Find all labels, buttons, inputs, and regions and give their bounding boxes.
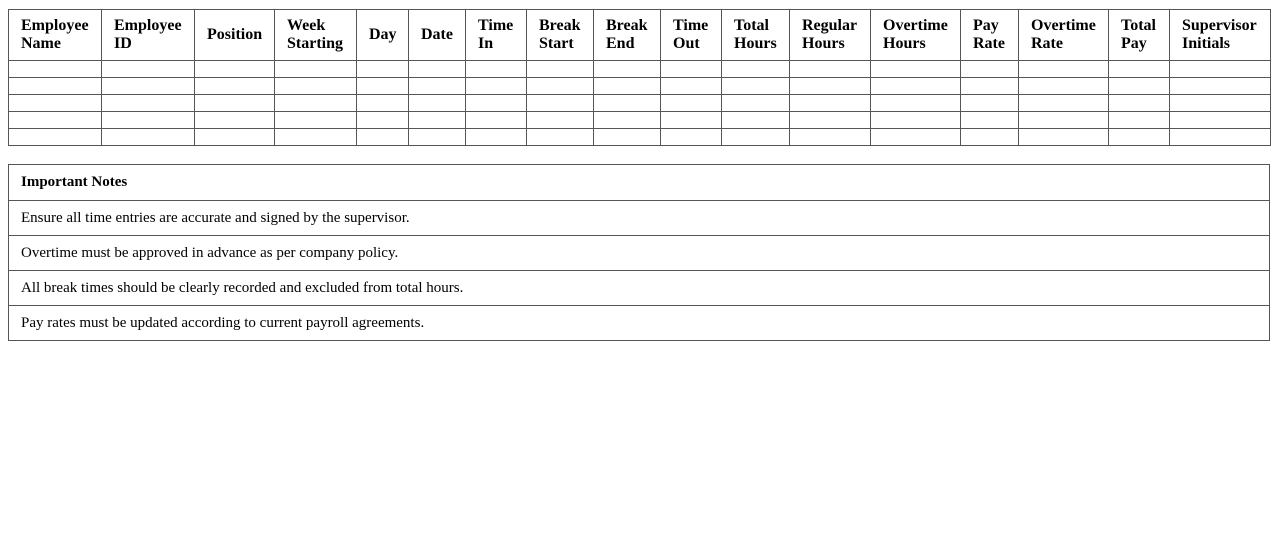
table-cell[interactable] [275,129,357,146]
column-header-day: Day [357,10,409,61]
table-row [9,129,1271,146]
table-cell[interactable] [527,112,594,129]
table-cell[interactable] [1109,78,1170,95]
table-cell[interactable] [594,78,661,95]
table-row [9,95,1271,112]
table-cell[interactable] [661,112,722,129]
header-row [9,10,1271,61]
table-cell[interactable] [357,61,409,78]
table-cell[interactable] [961,95,1019,112]
table-cell[interactable] [790,112,871,129]
table-cell[interactable] [790,95,871,112]
table-cell[interactable] [1170,78,1271,95]
table-cell[interactable] [1109,61,1170,78]
table-cell[interactable] [195,95,275,112]
table-cell[interactable] [1170,61,1271,78]
column-header-total-pay: Total Pay [1109,10,1170,61]
table-cell[interactable] [195,129,275,146]
table-cell[interactable] [1170,129,1271,146]
table-cell[interactable] [1109,95,1170,112]
note-item: Overtime must be approved in advance as per company policy. [9,235,1269,270]
table-cell[interactable] [409,78,466,95]
table-cell[interactable] [722,78,790,95]
table-cell[interactable] [195,78,275,95]
table-cell[interactable] [9,78,102,95]
table-row [9,112,1271,129]
table-cell[interactable] [527,61,594,78]
table-cell[interactable] [409,95,466,112]
table-cell[interactable] [357,78,409,95]
column-header-regular-hours: Regular Hours [790,10,871,61]
table-cell[interactable] [102,95,195,112]
column-header-employee-name: Employee Name [9,10,102,61]
table-cell[interactable] [661,129,722,146]
table-cell[interactable] [275,95,357,112]
table-cell[interactable] [1019,95,1109,112]
column-header-break-end: Break End [594,10,661,61]
table-cell[interactable] [594,61,661,78]
column-header-week-starting: Week Starting [275,10,357,61]
table-row [9,78,1271,95]
table-cell[interactable] [722,112,790,129]
table-cell[interactable] [466,112,527,129]
table-cell[interactable] [722,95,790,112]
table-cell[interactable] [871,129,961,146]
column-header-position: Position [195,10,275,61]
table-cell[interactable] [357,112,409,129]
table-cell[interactable] [102,129,195,146]
table-cell[interactable] [527,129,594,146]
table-cell[interactable] [661,95,722,112]
table-cell[interactable] [9,61,102,78]
note-item: All break times should be clearly recorded and excluded from total hours. [9,270,1269,305]
table-cell[interactable] [722,61,790,78]
table-cell[interactable] [594,95,661,112]
table-cell[interactable] [195,61,275,78]
note-item: Pay rates must be updated according to current payroll agreements. [9,305,1269,340]
table-cell[interactable] [722,129,790,146]
table-cell[interactable] [9,95,102,112]
table-cell[interactable] [409,61,466,78]
table-cell[interactable] [9,129,102,146]
table-cell[interactable] [871,78,961,95]
column-header-overtime-hours: Overtime Hours [871,10,961,61]
table-cell[interactable] [9,112,102,129]
column-header-total-hours: Total Hours [722,10,790,61]
timesheet-table [8,9,1271,146]
table-cell[interactable] [961,78,1019,95]
table-cell[interactable] [871,61,961,78]
table-cell[interactable] [1170,95,1271,112]
table-cell[interactable] [275,61,357,78]
table-cell[interactable] [275,78,357,95]
table-cell[interactable] [1019,61,1109,78]
table-cell[interactable] [1109,112,1170,129]
column-header-date: Date [409,10,466,61]
timesheet-body [9,61,1271,146]
table-cell[interactable] [1019,78,1109,95]
important-notes-box [8,164,1270,341]
table-cell[interactable] [357,95,409,112]
table-cell[interactable] [357,129,409,146]
column-header-supervisor-initials: Supervisor Initials [1170,10,1271,61]
table-cell[interactable] [102,78,195,95]
table-cell[interactable] [790,78,871,95]
table-cell[interactable] [275,112,357,129]
table-cell[interactable] [661,78,722,95]
table-cell[interactable] [466,95,527,112]
table-cell[interactable] [102,112,195,129]
table-cell[interactable] [466,78,527,95]
table-cell[interactable] [527,95,594,112]
table-cell[interactable] [790,129,871,146]
timesheet-header [9,10,1271,61]
table-cell[interactable] [466,61,527,78]
table-cell[interactable] [1109,129,1170,146]
table-cell[interactable] [594,112,661,129]
column-header-overtime-rate: Overtime Rate [1019,10,1109,61]
column-header-time-out: Time Out [661,10,722,61]
table-cell[interactable] [527,78,594,95]
table-cell[interactable] [961,112,1019,129]
table-cell[interactable] [409,129,466,146]
table-cell[interactable] [409,112,466,129]
table-cell[interactable] [961,129,1019,146]
table-cell[interactable] [466,129,527,146]
table-cell[interactable] [661,61,722,78]
column-header-pay-rate: Pay Rate [961,10,1019,61]
table-cell[interactable] [195,112,275,129]
table-cell[interactable] [1170,112,1271,129]
table-cell[interactable] [102,61,195,78]
column-header-break-start: Break Start [527,10,594,61]
table-cell[interactable] [871,95,961,112]
table-cell[interactable] [871,112,961,129]
table-cell[interactable] [790,61,871,78]
table-cell[interactable] [594,129,661,146]
table-cell[interactable] [961,61,1019,78]
table-cell[interactable] [1019,129,1109,146]
notes-heading: Important Notes [21,174,128,190]
column-header-employee-id: Employee ID [102,10,195,61]
column-header-time-in: Time In [466,10,527,61]
note-item: Ensure all time entries are accurate and signed by the supervisor. [9,200,1269,235]
table-cell[interactable] [1019,112,1109,129]
table-row [9,61,1271,78]
